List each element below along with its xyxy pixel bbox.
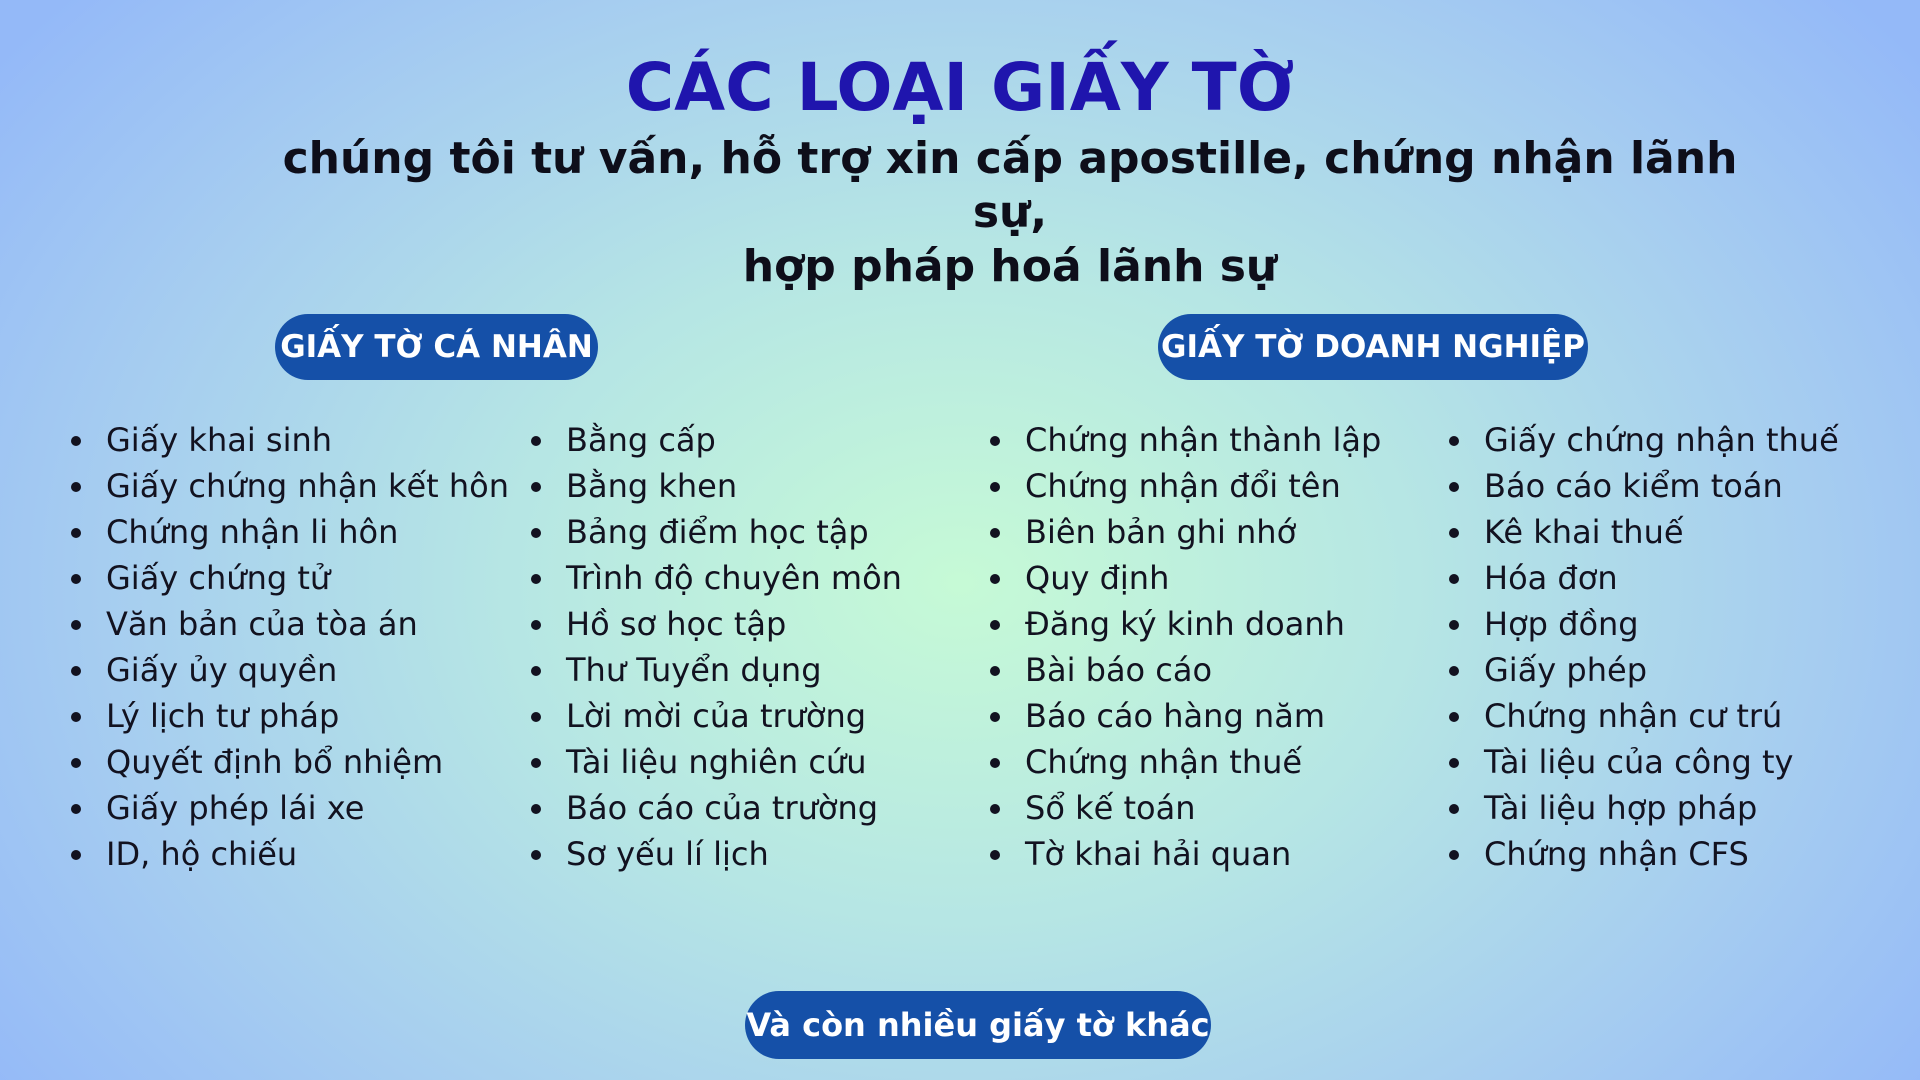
subtitle-line-1: chúng tôi tư vấn, hỗ trợ xin cấp apostille, chứng nhận lãnh sự,: [282, 133, 1738, 238]
page-subtitle: [260, 132, 1760, 294]
subtitle-line-2: hợp pháp hoá lãnh sự: [742, 241, 1278, 292]
personal-documents-list-1: [71, 417, 509, 877]
business-documents-badge: GIẤY TỜ DOANH NGHIỆP: [1158, 314, 1588, 380]
list-item: Chứng nhận li hôn: [71, 509, 509, 555]
business-documents-list-2: [1449, 417, 1839, 877]
list-item: Giấy khai sinh: [71, 417, 509, 463]
list-item: Đăng ký kinh doanh: [990, 601, 1381, 647]
personal-documents-badge: GIẤY TỜ CÁ NHÂN: [275, 314, 598, 380]
list-item: Sơ yếu lí lịch: [531, 831, 902, 877]
list-item: Văn bản của tòa án: [71, 601, 509, 647]
list-item: Trình độ chuyên môn: [531, 555, 902, 601]
list-item: Tờ khai hải quan: [990, 831, 1381, 877]
list-item: Chứng nhận cư trú: [1449, 693, 1839, 739]
list-item: Báo cáo hàng năm: [990, 693, 1381, 739]
list-item: Hóa đơn: [1449, 555, 1839, 601]
business-documents-list-1: [990, 417, 1381, 877]
list-item: Báo cáo kiểm toán: [1449, 463, 1839, 509]
list-item: Bảng điểm học tập: [531, 509, 902, 555]
list-item: Quyết định bổ nhiệm: [71, 739, 509, 785]
list-item: Sổ kế toán: [990, 785, 1381, 831]
list-item: Chứng nhận đổi tên: [990, 463, 1381, 509]
list-item: Giấy phép lái xe: [71, 785, 509, 831]
list-item: Tài liệu nghiên cứu: [531, 739, 902, 785]
list-item: Giấy chứng tử: [71, 555, 509, 601]
list-item: Chứng nhận thành lập: [990, 417, 1381, 463]
more-documents-button[interactable]: Và còn nhiều giấy tờ khác: [745, 991, 1211, 1059]
list-item: Tài liệu của công ty: [1449, 739, 1839, 785]
list-item: Chứng nhận thuế: [990, 739, 1381, 785]
list-item: Báo cáo của trường: [531, 785, 902, 831]
personal-documents-list-2: [531, 417, 902, 877]
list-item: Quy định: [990, 555, 1381, 601]
list-item: Lời mời của trường: [531, 693, 902, 739]
list-item: Lý lịch tư pháp: [71, 693, 509, 739]
page-title: CÁC LOẠI GIẤY TỜ: [625, 49, 1295, 126]
list-item: Kê khai thuế: [1449, 509, 1839, 555]
list-item: ID, hộ chiếu: [71, 831, 509, 877]
list-item: Giấy chứng nhận kết hôn: [71, 463, 509, 509]
list-item: Biên bản ghi nhớ: [990, 509, 1381, 555]
list-item: Giấy chứng nhận thuế: [1449, 417, 1839, 463]
list-item: Bằng khen: [531, 463, 902, 509]
list-item: Hồ sơ học tập: [531, 601, 902, 647]
list-item: Chứng nhận CFS: [1449, 831, 1839, 877]
list-item: Giấy ủy quyền: [71, 647, 509, 693]
list-item: Hợp đồng: [1449, 601, 1839, 647]
list-item: Giấy phép: [1449, 647, 1839, 693]
list-item: Bằng cấp: [531, 417, 902, 463]
list-item: Tài liệu hợp pháp: [1449, 785, 1839, 831]
list-item: Thư Tuyển dụng: [531, 647, 902, 693]
list-item: Bài báo cáo: [990, 647, 1381, 693]
